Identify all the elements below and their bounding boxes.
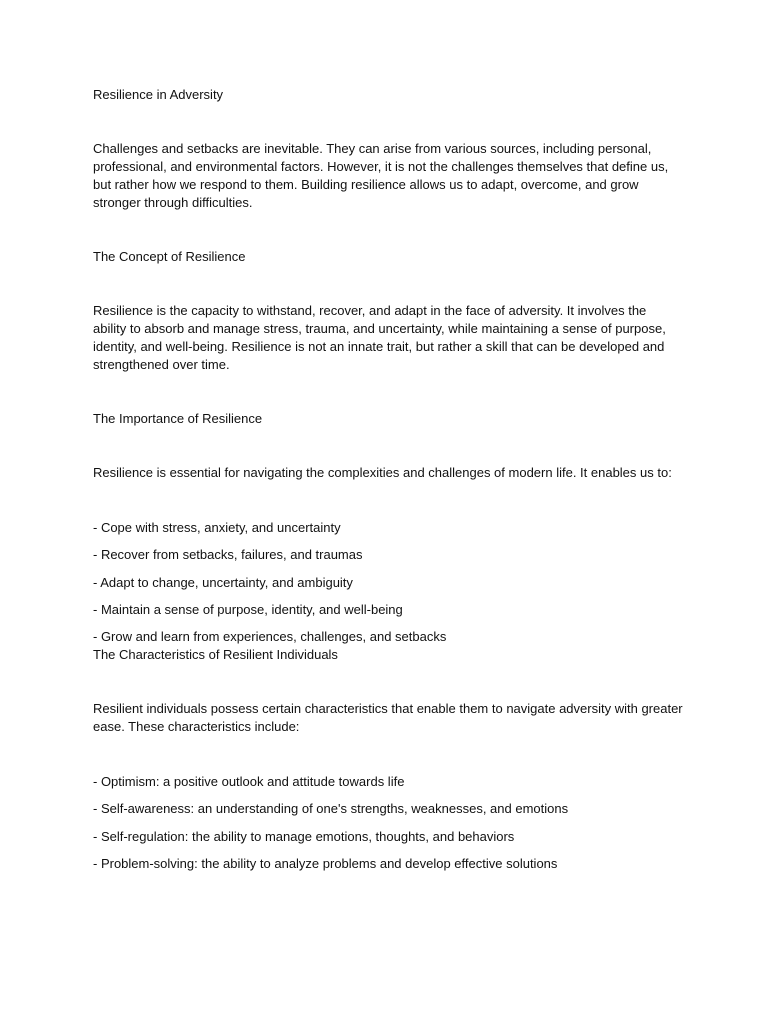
list-item: - Problem-solving: the ability to analyze problems and develop effective solutions (93, 856, 558, 872)
section-heading-characteristics: The Characteristics of Resilient Individuals (93, 647, 338, 663)
characteristics-list (93, 773, 683, 873)
list-item: - Cope with stress, anxiety, and uncertainty (93, 520, 341, 535)
section-paragraph-importance: Resilience is essential for navigating the complexities and challenges of modern life. It enables us to: (93, 465, 672, 480)
importance-list (93, 519, 683, 646)
intro-paragraph: Challenges and setbacks are inevitable. They can arise from various sources, including personal, professional, and environmental factors. However, it is not the challenges themselves that define us, but rather how we respond to them. Building resilience allows us to adapt, overcome, and grow stronger through difficulties. (93, 141, 669, 210)
list-item: - Maintain a sense of purpose, identity, and well-being (93, 601, 403, 617)
list-item: - Optimism: a positive outlook and attitude towards life (93, 774, 405, 790)
section-paragraph-concept: Resilience is the capacity to withstand, recover, and adapt in the face of adversity. It involves the ability to absorb and manage stress, trauma, and uncertainty, while maintaining a sense of purpose, identity, and well-being. Resilience is not an innate trait, but rather a skill that can be developed and strengthened over time. (93, 303, 666, 372)
section-paragraph-characteristics: Resilient individuals possess certain characteristics that enable them to navigate adversity with greater ease. These characteristics include: (93, 701, 683, 735)
document-body (93, 86, 683, 873)
list-item: - Adapt to change, uncertainty, and ambiguity (93, 574, 353, 590)
section-heading-concept: The Concept of Resilience (93, 249, 246, 264)
list-item: - Self-regulation: the ability to manage emotions, thoughts, and behaviors (93, 828, 515, 844)
section-heading-importance: The Importance of Resilience (93, 411, 263, 426)
list-item: - Self-awareness: an understanding of one's strengths, weaknesses, and emotions (93, 801, 569, 817)
list-item: - Grow and learn from experiences, challenges, and setbacks (93, 629, 447, 645)
document-title: Resilience in Adversity (93, 87, 224, 102)
list-item: - Recover from setbacks, failures, and traumas (93, 547, 363, 563)
